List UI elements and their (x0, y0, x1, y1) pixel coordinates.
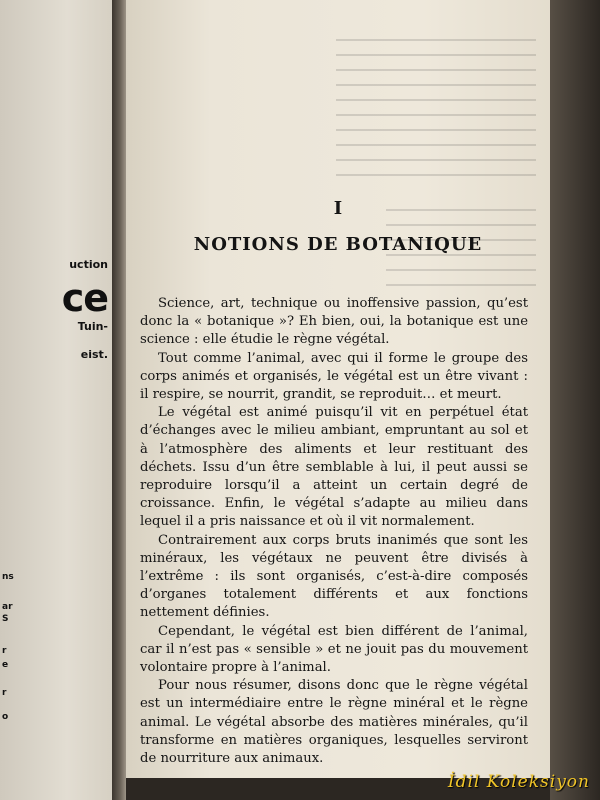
left-page-fragment: r (2, 688, 7, 698)
book-edge (550, 0, 600, 800)
paragraph: Le végétal est animé puisqu’il vit en perpétuel état d’échanges avec le milieu ambiant, empruntant au sol et à l’atmosphère des aliments et leur restituant des déchets. Issu d’un être semblable à lui, il peut aussi se reproduire lorsqu’il a atteint un certain degré de croissance. Enfin, le végétal s’adapte au milieu dans lequel il a pris naissance et où il vit normalement. (140, 405, 528, 530)
left-page-fragment: uction (69, 258, 108, 271)
left-page-fragment: S (2, 614, 9, 624)
left-page (0, 0, 113, 800)
bleed-through-text (336, 30, 536, 180)
chapter-title: NOTIONS DE BOTANIQUE (193, 234, 483, 255)
left-page-fragment: r (2, 646, 7, 656)
left-page-fragment: ns (2, 572, 14, 582)
left-page-fragment: eist. (80, 348, 108, 361)
paragraph: Cependant, le végétal est bien différent de l’animal, car il n’est pas « sensible » et ne jouit pas du mouvement volontaire propre à l’animal. (140, 623, 528, 676)
chapter-number: I (333, 198, 343, 219)
left-page-fragment: o (2, 712, 9, 722)
paragraph: Pour nous résumer, disons donc que le règne végétal est un intermédiaire entre le règne minéral et le règne animal. Le végétal absorbe des matières minérales, qu’il transforme en matières organiques, lesquelles serviront de nourriture aux animaux. (140, 678, 528, 767)
left-page-fragment: ce (61, 276, 108, 320)
left-page-fragment: e (2, 660, 9, 670)
body-text (140, 295, 528, 768)
left-page-fragment: Tuin- (77, 320, 108, 333)
watermark: İdil Koleksiyon (447, 772, 590, 792)
paragraph: Contrairement aux corps bruts inanimés que sont les minéraux, les végétaux ne peuvent être divisés à l’extrême : ils sont organisés, c’est-à-dire composés d’organes totalement différents et aux fonctions nettement définies. (140, 532, 528, 621)
paragraph: Science, art, technique ou inoffensive passion, qu’est donc la « botanique »? Eh bien, oui, la botanique est une science : elle étudie le règne végétal. (140, 296, 528, 348)
paragraph: Tout comme l’animal, avec qui il forme le groupe des corps animés et organisés, le végétal est un être vivant : il respire, se nourrit, grandit, se reproduit… et meurt. (140, 350, 528, 403)
book-gutter (112, 0, 126, 800)
left-page-fragment: ar (2, 602, 13, 612)
